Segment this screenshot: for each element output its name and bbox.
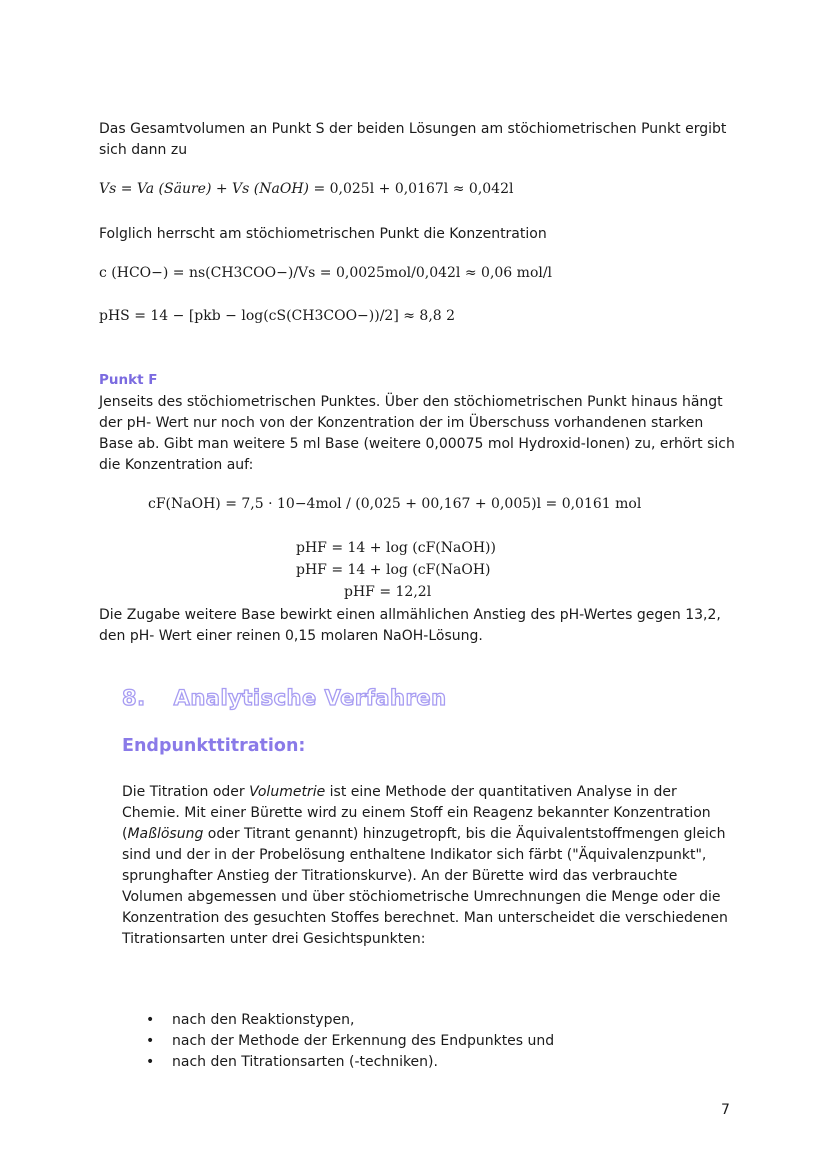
chapter-number: 8. (122, 686, 146, 710)
cf-equation: cF(NaOH) = 7,5 · 10−4mol / (0,025 + 00,167 + 0,005)l = 0,0161 mol (148, 496, 642, 512)
phf-equation-1: pHF = 14 + log (cF(NaOH)) (296, 540, 496, 556)
list-item: • nach den Reaktionstypen, (146, 1010, 554, 1031)
total-volume-rhs: = 0,025l + 0,0167l ≈ 0,042l (309, 181, 514, 197)
titration-paragraph (122, 782, 732, 950)
concentration-intro: Folglich herrscht am stöchiometrischen Punkt die Konzentration (99, 226, 547, 242)
chapter-heading (122, 686, 447, 710)
total-volume-lhs: Vs = Va (Säure) + Vs (NaOH) (99, 181, 309, 197)
chapter-title: Analytische Verfahren (173, 686, 447, 710)
phf-equation-2: pHF = 14 + log (cF(NaOH) (296, 562, 491, 578)
titration-em-masslosung: Maßlösung (127, 826, 204, 842)
punkt-f-heading: Punkt F (99, 372, 158, 388)
titration-em-volumetrie: Volumetrie (249, 784, 326, 800)
punkt-f-conclusion: Die Zugabe weitere Base bewirkt einen allmählichen Anstieg des pH-Wertes gegen 13,2, den pH- Wert einer reinen 0,15 molaren NaOH-Lösung. (99, 607, 721, 644)
titration-criteria-list (146, 1010, 554, 1073)
phf-equation-3: pHF = 12,2l (344, 584, 432, 600)
concentration-equation: c (HCO−) = ns(CH3COO−)/Vs = 0,0025mol/0,042l ≈ 0,06 mol/l (99, 265, 553, 281)
titration-text-rest: oder Titrant genannt) hinzugetropft, bis die Äquivalentstoffmengen gleich sind und der in der Probelösung enthaltene Indikator sich färbt ("Äquivalenzpunkt", sprunghafter Anstieg der Titrationskurve). An der Bürette wird das verbrauchte Volumen abgemessen und über stöchiometrische Umrechnungen die Menge oder die Konzentration des gesuchten Stoffes berechnet. Man unterscheidet die verschiedenen Titrationsarten unter drei Gesichtspunkten: (122, 826, 728, 947)
list-item: • nach der Methode der Erkennung des Endpunktes und (146, 1031, 554, 1052)
punkt-f-paragraph: Jenseits des stöchiometrischen Punktes. Über den stöchiometrischen Punkt hinaus hängt der pH- Wert nur noch von der Konzentration der im Überschuss vorhandenen starken Base ab. Gibt man weitere 5 ml Base (weitere 0,00075 mol Hydroxid-Ionen) zu, erhört sich die Konzentration auf: (99, 394, 735, 473)
titration-text-start: Die Titration oder (122, 784, 250, 800)
endpunkt-heading: Endpunkttitration: (122, 736, 306, 756)
page-number: 7 (721, 1102, 730, 1118)
total-volume-equation (99, 181, 513, 197)
titration-text-mid: ist eine Methode der quantitativen Analyse in der Chemie. Mit einer Bürette wird zu einem Stoff ein Reagenz bekannter Konzentration ( (122, 784, 711, 842)
list-item: • nach den Titrationsarten (-techniken). (146, 1052, 554, 1073)
intro-paragraph: Das Gesamtvolumen an Punkt S der beiden Lösungen am stöchiometrischen Punkt ergibt sich dann zu (99, 121, 727, 158)
phs-equation: pHS = 14 − [pkb − log(cS(CH3COO−))/2] ≈ 8,8 2 (99, 308, 456, 324)
